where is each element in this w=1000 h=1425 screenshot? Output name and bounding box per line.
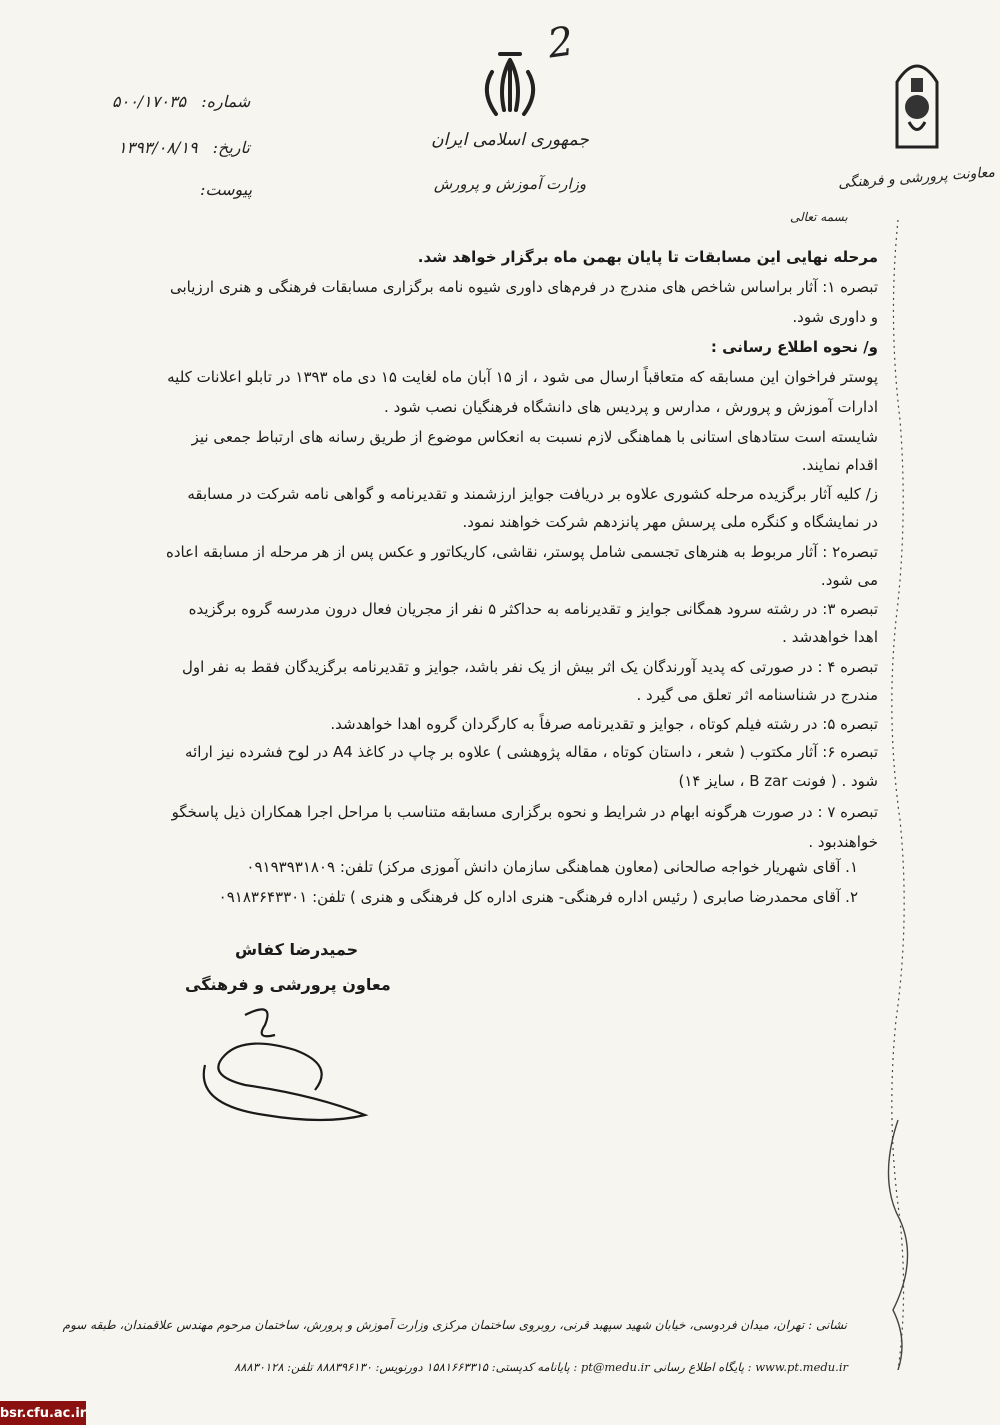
signatory-name: حمیدرضا کفاش: [235, 940, 359, 959]
ministry-logo-icon: [887, 52, 947, 152]
body-line-13: تبصره ۳: در رشته سرود همگانی جوایز و تقدیرنامه به حداکثر ۵ نفر از مجریان فعال درون مدرسه گروه برگزیده: [188, 600, 878, 618]
watermark-badge: bsr.cfu.ac.ir: [0, 1401, 86, 1425]
body-line-7: شایسته است ستادهای استانی با هماهنگی لازم نسبت به انعکاس موضوع از طریق رسانه های ارتباط جمعی نیز: [191, 428, 878, 446]
body-line-2: تبصره ۱: آثار براساس شاخص های مندرج در فرم‌های داوری شیوه نامه برگزاری مسابقات فرهنگی و هنری ارزیابی: [169, 278, 878, 296]
letter-number-label: شماره:: [201, 92, 251, 111]
body-line-15: تبصره ۴ : در صورتی که پدید آورندگان یک اثر بیش از یک نفر باشد، جوایز و تقدیرنامه برگزیدگان فقط به نفر اول: [181, 658, 878, 676]
header-ministry: وزارت آموزش و پرورش: [433, 175, 587, 193]
letter-date-label: تاریخ:: [212, 138, 250, 157]
footer-address: نشانی : تهران، میدان فردوسی، خیابان شهید سپهبد قرنی، روبروی ساختمان مرکزی وزارت آموزش و پرورش، ساختمان مرحوم مهندس علاقمندان، طبقه سوم: [62, 1318, 847, 1332]
header-country: جمهوری اسلامی ایران: [431, 130, 589, 150]
letter-date-value: ۱۳۹۳/۰۸/۱۹: [118, 138, 198, 157]
body-line-17: تبصره ۵: در رشته فیلم کوتاه ، جوایز و تقدیرنامه صرفاً به کارگردان گروه اهدا خواهدشد.: [330, 715, 878, 733]
signatory-title: معاون پرورشی و فرهنگی: [185, 975, 391, 994]
letter-attachment-label: پیوست:: [200, 180, 253, 199]
footer-contact: www.pt.medu.ir : پایگاه اطلاع رسانی pt@medu.ir : پایانامه کدپستی: ۱۵۸۱۶۶۳۳۱۵ دورنویس: ۸۸۸۳۹۶۱۳۰ تلفن: ۸۸۸۳۰۱۲۸: [234, 1360, 848, 1374]
body-line-4: و/ نحوه اطلاع رسانی :: [710, 338, 878, 356]
body-line-12: می شود.: [820, 571, 878, 589]
department-title: معاونت پرورشی و فرهنگی: [837, 164, 996, 192]
body-line-18: تبصره ۶: آثار مکتوب ( شعر ، داستان کوتاه ، مقاله پژوهشی ) علاوه بر چاپ در کاغذ A4 در لوح فشرده نیز ارائه: [185, 743, 878, 761]
body-line-10: در نمایشگاه و کنگره ملی پرسش مهر پانزدهم شرکت خواهند نمود.: [462, 513, 878, 531]
letter-number-value: ۵۰۰/۱۷۰۳۵: [112, 92, 187, 111]
letter-number-row: [112, 92, 250, 111]
letter-attachment-row: [200, 180, 252, 199]
body-line-20: تبصره ۷ : در صورت هرگونه ابهام در شرایط و نحوه برگزاری مسابقه متناسب با مراحل اجرا همکاران ذیل پاسخگو: [171, 803, 878, 821]
body-line-3: و داوری شود.: [792, 308, 878, 326]
body-line-19: شود . ( فونت B zar ، سایز ۱۴): [678, 772, 878, 790]
body-line-14: اهدا خواهدشد .: [782, 628, 878, 646]
body-line-9: ز/ کلیه آثار برگزیده مرحله کشوری علاوه بر دریافت جوایز ارزشمند و تقدیرنامه و گواهی نامه شرکت در مسابقه: [187, 485, 878, 503]
body-line-16: مندرج در شناسنامه اثر تعلق می گیرد .: [636, 686, 878, 704]
margin-decoration: [878, 220, 918, 1370]
body-line-1: مرحله نهایی این مسابقات تا پایان بهمن ماه برگزار خواهد شد.: [417, 248, 878, 266]
body-line-11: تبصره۲ : آثار مربوط به هنرهای تجسمی شامل پوستر، نقاشی، کاریکاتور و عکس پس از هر مرحله از مسابقه اعاده: [166, 543, 878, 561]
body-line-21: خواهندبود .: [808, 833, 878, 851]
body-line-5: پوستر فراخوان این مسابقه که متعاقباً ارسال می شود ، از ۱۵ آبان ماه لغایت ۱۵ دی ماه ۱۳۹۳ در تابلو اعلانات کلیه: [167, 368, 878, 386]
body-line-6: ادارات آموزش و پرورش ، مدارس و پردیس های دانشگاه فرهنگیان نصب شود .: [384, 398, 878, 416]
contact-item-2: ۲. آقای محمدرضا صابری ( رئیس اداره فرهنگی- هنری اداره کل فرهنگی و هنری ) تلفن: ۰۹۱۸۳۶۴۳۳۰۱: [218, 888, 858, 906]
contact-item-1: ۱. آقای شهریار خواجه صالحانی (معاون هماهنگی سازمان دانش آموزی مرکز) تلفن: ۰۹۱۹۳۹۳۱۸۰۹: [246, 858, 858, 876]
handwritten-signature: [185, 995, 385, 1135]
bismillah-text: بسمه تعالی: [790, 210, 848, 224]
letter-date-row: [118, 138, 250, 157]
iran-emblem-icon: [470, 52, 550, 122]
body-line-8: اقدام نمایند.: [801, 456, 878, 474]
page-number-mark: 2: [544, 18, 577, 68]
